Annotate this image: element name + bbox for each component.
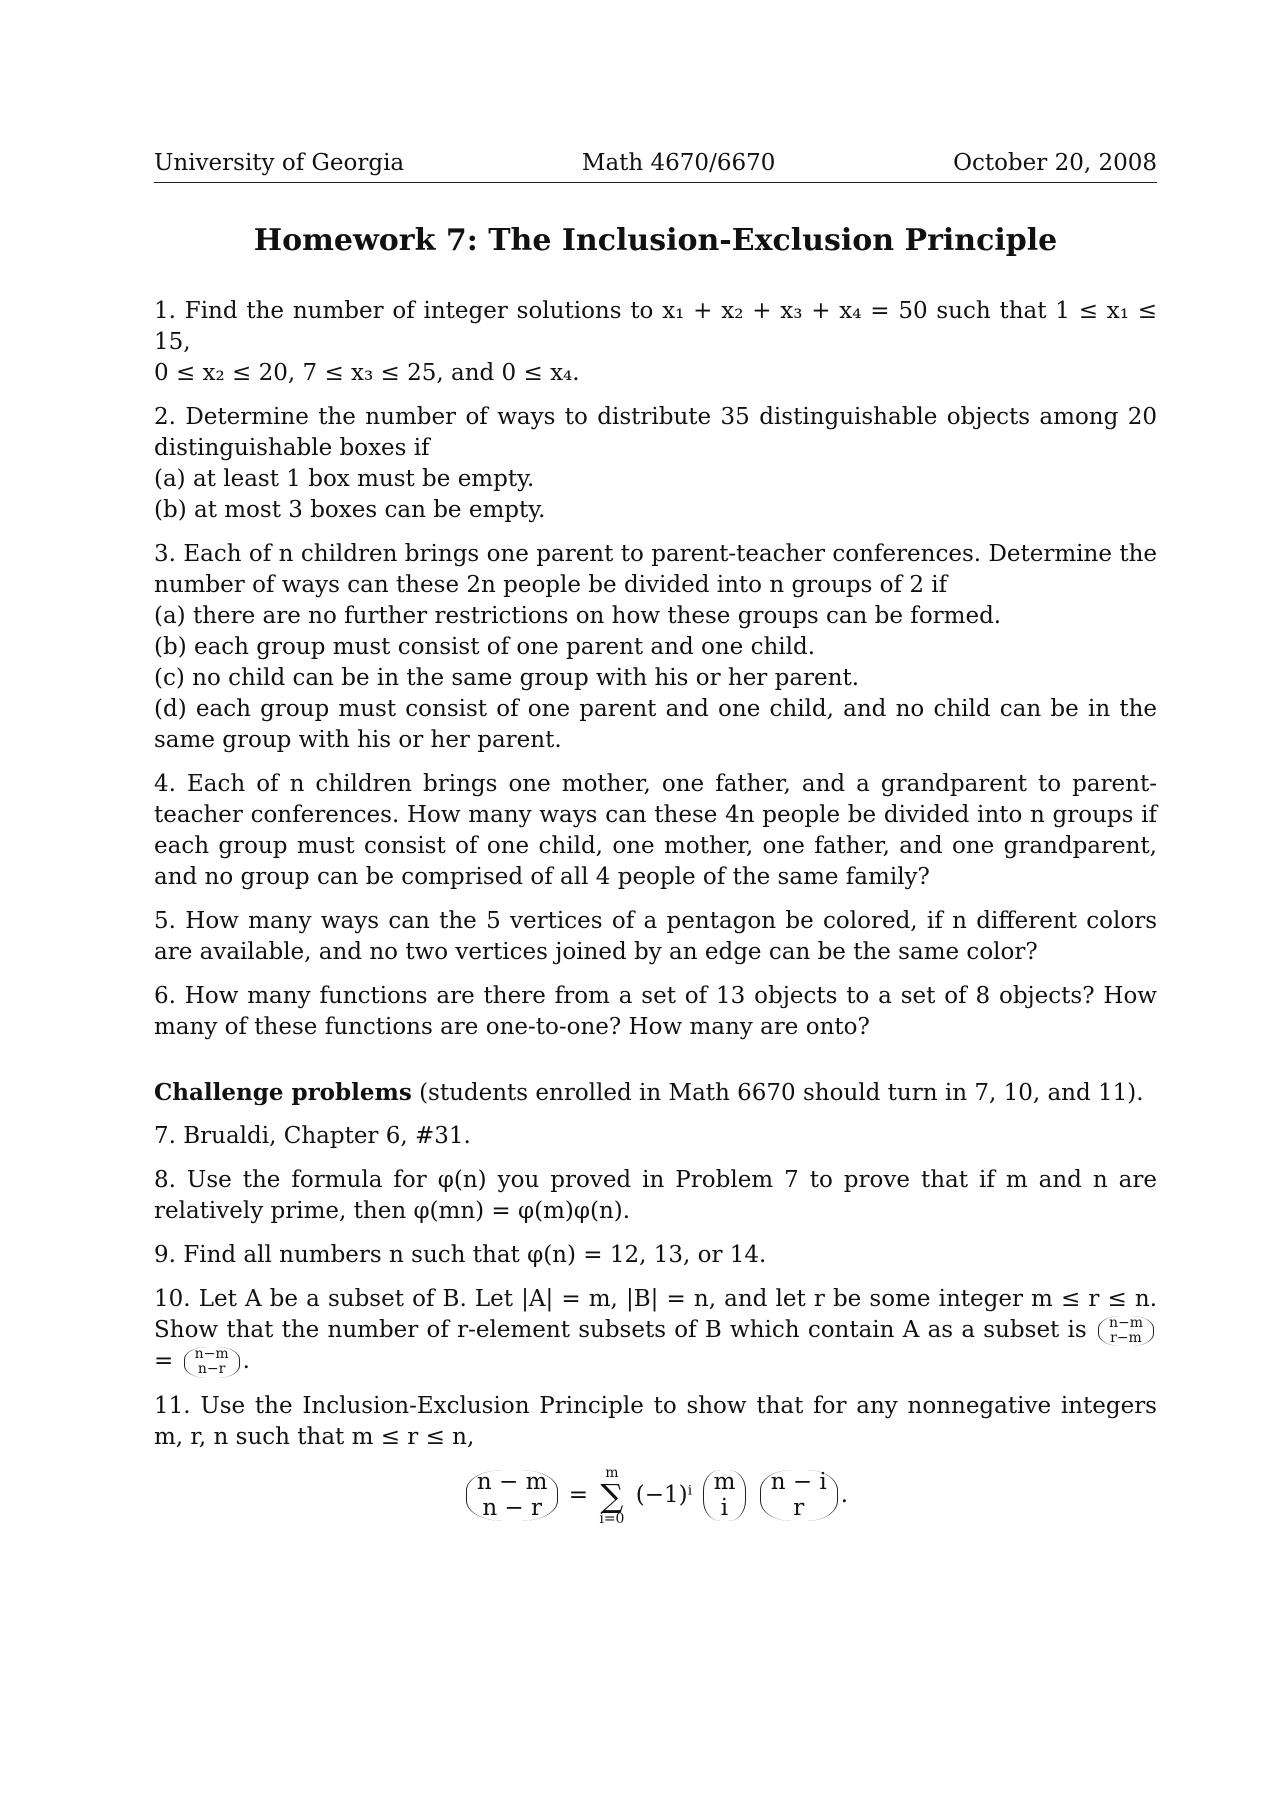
problem-10-text: 10. Let A be a subset of B. Let |A| = m, |B| = n, and let r be some integer m ≤ r ≤ n. Show that the number of r-element subsets of B which contain A as a subset is xyxy=(154,1286,1157,1343)
problem-3-part-d: (d) each group must consist of one parent and one child, and no child can be in the same group with his or her parent. xyxy=(154,696,1157,753)
binomial-bottom: n−r xyxy=(197,1361,226,1378)
summation-lower-limit: i=0 xyxy=(599,1510,625,1527)
problem-3 xyxy=(154,539,1157,756)
problem-1-line-1: 1. Find the number of integer solutions to x₁ + x₂ + x₃ + x₄ = 50 such that 1 ≤ x₁ ≤ 15, xyxy=(154,298,1157,355)
problem-3-part-c: (c) no child can be in the same group with his or her parent. xyxy=(154,665,860,691)
problem-1-line-2: 0 ≤ x₂ ≤ 20, 7 ≤ x₃ ≤ 25, and 0 ≤ x₄. xyxy=(154,360,580,386)
problem-10-equals: = xyxy=(154,1348,174,1375)
problem-2-intro: 2. Determine the number of ways to distribute 35 distinguishable objects among 20 distinguishable boxes if xyxy=(154,404,1157,461)
problem-9: 9. Find all numbers n such that φ(n) = 12, 13, or 14. xyxy=(154,1242,767,1268)
binomial-top: n−m xyxy=(194,1346,229,1362)
page-title: Homework 7: The Inclusion-Exclusion Principle xyxy=(253,223,1058,258)
problem-8: 8. Use the formula for φ(n) you proved in Problem 7 to prove that if m and n are relatively prime, then φ(mn) = φ(m)φ(n). xyxy=(154,1167,1157,1224)
challenge-heading-line xyxy=(154,1077,1157,1109)
problem-11 xyxy=(154,1391,1157,1453)
page-header xyxy=(154,150,1157,183)
binomial-top: n − i xyxy=(770,1469,827,1496)
formula-binomial-n-i-r xyxy=(760,1470,838,1521)
binomial-top: n − m xyxy=(476,1469,548,1496)
document-page xyxy=(154,150,1157,1526)
formula-equals: = xyxy=(568,1481,589,1508)
problem-2 xyxy=(154,402,1157,526)
problem-10-binomial-2 xyxy=(184,1347,240,1378)
summation-upper-limit: m xyxy=(605,1464,619,1481)
binomial-top: n−m xyxy=(1108,1314,1143,1331)
problem-3-part-b: (b) each group must consist of one parent and one child. xyxy=(154,634,816,660)
problem-7: 7. Brualdi, Chapter 6, #31. xyxy=(154,1123,471,1149)
problem-11-text: 11. Use the Inclusion-Exclusion Principle to show that for any nonnegative integers m, r, n such that m ≤ r ≤ n, xyxy=(154,1392,1157,1450)
binomial-bottom: r xyxy=(793,1494,805,1521)
formula-sign-term: (−1)ⁱ xyxy=(635,1481,693,1508)
problem-4: 4. Each of n children brings one mother, one father, and a grandparent to parent-teacher conferences. How many ways can these 4n people be divided into n groups if each group must consist of one child, one mother, one father, and one grandparent, and no group can be comprised of all 4 people of the same family? xyxy=(154,771,1157,890)
problem-6: 6. How many functions are there from a set of 13 objects to a set of 8 objects? How many of these functions are one-to-one? How many are onto? xyxy=(154,983,1157,1040)
challenge-note: (students enrolled in Math 6670 should turn in 7, 10, and 11). xyxy=(419,1080,1144,1106)
header-institution: University of Georgia xyxy=(154,150,405,176)
problem-1 xyxy=(154,296,1157,389)
binomial-bottom: i xyxy=(720,1494,729,1521)
formula-lhs-binomial xyxy=(466,1470,559,1521)
problem-10-period: . xyxy=(242,1348,250,1375)
summation xyxy=(599,1466,624,1526)
problem-2-part-a: (a) at least 1 box must be empty. xyxy=(154,466,535,492)
summation-symbol: ∑ xyxy=(600,1476,624,1515)
binomial-top: m xyxy=(713,1469,736,1496)
problem-3-intro: 3. Each of n children brings one parent to parent-teacher conferences. Determine the number of ways can these 2n people be divided into n groups of 2 if xyxy=(154,541,1157,598)
header-date: October 20, 2008 xyxy=(953,150,1157,176)
problem-10 xyxy=(154,1284,1157,1378)
header-course: Math 4670/6670 xyxy=(581,150,776,176)
problem-3-part-a: (a) there are no further restrictions on how these groups can be formed. xyxy=(154,603,1002,629)
challenge-heading: Challenge problems xyxy=(154,1079,412,1106)
identity-formula xyxy=(154,1466,1157,1526)
problem-2-part-b: (b) at most 3 boxes can be empty. xyxy=(154,497,546,523)
binomial-bottom: r−m xyxy=(1110,1330,1142,1346)
formula-binomial-m-i xyxy=(703,1470,747,1521)
problem-5: 5. How many ways can the 5 vertices of a pentagon be colored, if n different colors are available, and no two vertices joined by an edge can be the same color? xyxy=(154,908,1157,965)
binomial-bottom: n − r xyxy=(482,1494,543,1521)
formula-period: . xyxy=(840,1481,849,1508)
problem-10-binomial-1 xyxy=(1098,1316,1154,1347)
